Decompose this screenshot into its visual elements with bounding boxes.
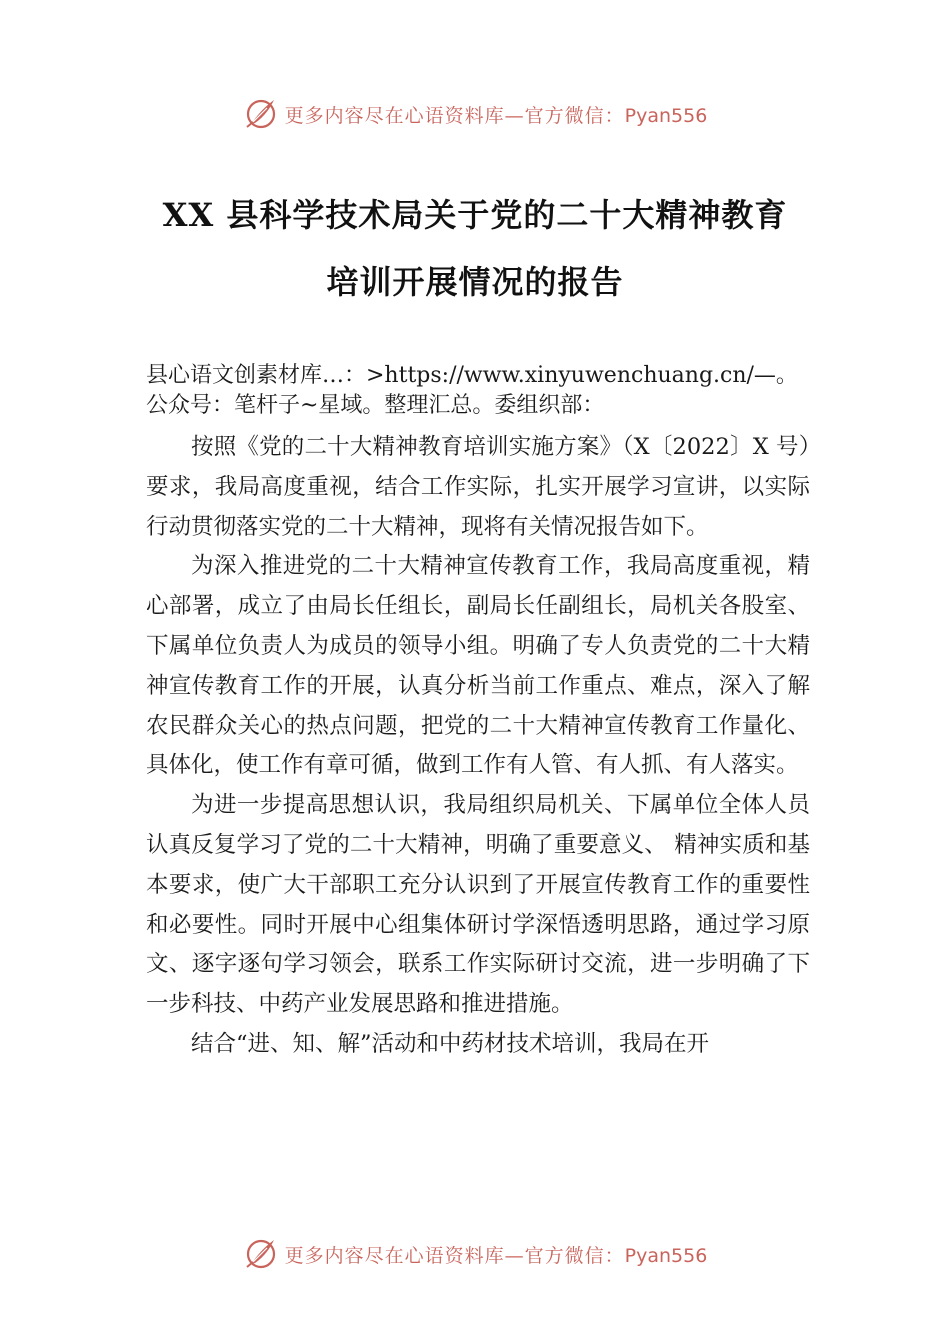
document-title-line-1: XX 县科学技术局关于党的二十大精神教育 [162,196,788,234]
paragraph-3: 为进一步提高思想认识，我局组织局机关、下属单位全体人员认真反复学习了党的二十大精神，明确了重要意义、 精神实质和基本要求，使广大干部职工充分认识到了开展宣传教育工作的重要性和必要性。同时开展中心组集体研讨学深悟透明思路，通过学习原文、逐字逐句学习领会，联系工作实际研讨交流，进一步明确了下一步科技、中药产业发展思路和推进措施。 [146,792,810,1018]
wechat-id: Pyan556 [624,1244,708,1267]
quill-logo-icon [243,96,279,132]
paragraph-4: 结合“进、知、解”活动和中药材技术培训，我局在开 [191,1030,710,1057]
publisher-line: 公众号：笔杆子~星域。整理汇总。委组织部： [146,393,605,418]
quill-logo-icon [243,1236,279,1272]
document-body [146,428,810,1065]
footer-banner [0,1234,950,1274]
banner-text: 更多内容尽在心语资料库—官方微信：Pyan556 [284,104,708,127]
header-banner [0,94,950,134]
source-line: 县心语文创素材库…：>https://www.xinyuwenchuang.cn/—。 [146,363,798,388]
wechat-id: Pyan556 [624,104,708,127]
banner-text: 更多内容尽在心语资料库—官方微信：Pyan556 [284,1244,708,1267]
document-title-line-2: 培训开展情况的报告 [326,263,624,301]
paragraph-1: 按照《党的二十大精神教育培训实施方案》（X〔2022〕X 号）要求，我局高度重视，结合工作实际，扎实开展学习宣讲，以实际行动贯彻落实党的二十大精神，现将有关情况报告如下。 [146,434,810,540]
paragraph-2: 为深入推进党的二十大精神宣传教育工作，我局高度重视，精心部署，成立了由局长任组长，副局长任副组长，局机关各股室、下属单位负责人为成员的领导小组。明确了专人负责党的二十大精神宣传教育工作的开展，认真分析当前工作重点、难点，深入了解农民群众关心的热点问题，把党的二十大精神宣传教育工作量化、具体化，使工作有章可循，做到工作有人管、有人抓、有人落实。 [146,553,810,779]
